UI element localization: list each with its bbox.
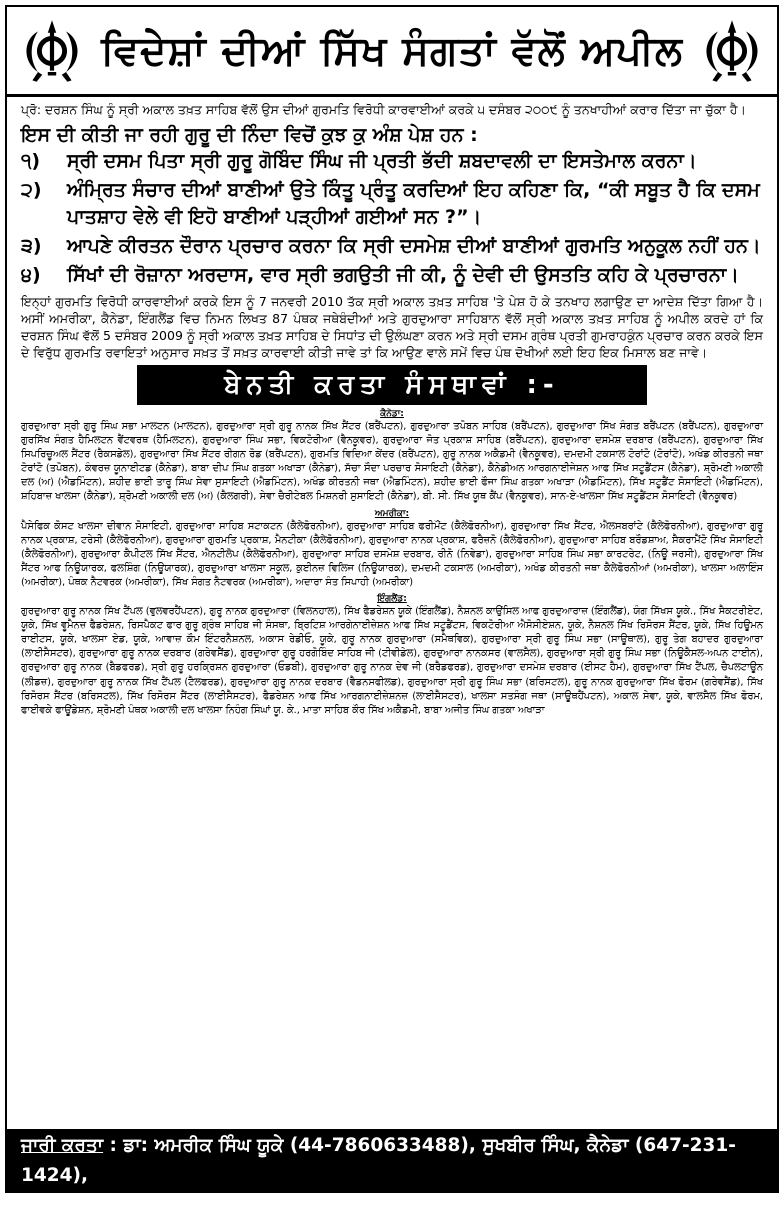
khanda-icon (17, 16, 87, 86)
issuer-line-1 (21, 1131, 767, 1191)
region-heading-canada: ਕੈਨੇਡਾ: (380, 409, 404, 419)
org-list-england: ਗੁਰਦੁਆਰਾ ਗੁਰੂ ਨਾਨਕ ਸਿੱਖ ਟੈਂਪਲ (ਵੁਲਵਰਹੈਂਪਟਨ), ਗੁਰੂ ਨਾਨਕ ਗੁਰਦੁਆਰਾ (ਵਿਲਨਹਾਲ), ਸਿੱਖ ਫੈਡਰੇਸ਼ਨ ਯੂਕੇ (ਇੰਗਲੈਂਡ), ਨੈਸ਼ਨਲ ਕਾਉਂਸਿਲ ਆਫ ਗੁਰਦੁਆਰਾਜ਼ (ਇੰਗਲੈਂਡ), ਯੰਗ ਸਿੱਖਸ ਯੂਕੇ., ਸਿੱਖ ਸੈਕਟਰੀਏਟ, ਯੂਕੇ, ਸਿੱਖ ਵੂਮੈਨਜ਼ ਫੈਡਰੇਸ਼ਨ, ਰਿਸਪੈਕਟ ਫਾਰ ਗੁਰੂ ਗ੍ਰੰਥ ਸਾਹਿਬ ਜੀ ਸੰਸਥਾ, ਬ੍ਰਿਟਿਸ਼ ਆਰਗੇਨਾਈਜ਼ੇਸ਼ਨ ਆਫ ਸਿੱਖ ਸਟੂਡੈਂਟਸ, ਵਿਕਟੋਰੀਆ ਐਸੋਸੀਏਸ਼ਨ, ਯੂਕੇ, ਨੈਸ਼ਨਲ ਸਿੱਖ ਰਿਸੋਰਸ ਸੈਂਟਰ, ਯੂਕੇ, ਸਿੱਖ ਹਿਊਮਨ ਰਾਈਟਸ, ਯੂਕੇ, ਖਾਲਸਾ ਏਡ, ਯੂਕੇ, ਆਵਾਜ਼ ਕੌਮ ਇੰਟਰਨੈਸ਼ਨਲ, ਅਕਾਸ ਰੇਡੀਓ, ਯੂਕੇ, ਗੁਰੂ ਨਾਨਕ ਗੁਰਦੁਆਰਾ (ਸਮੈਥਵਿਕ), ਗੁਰਦੁਆਰਾ ਸ੍ਰੀ ਗੁਰੂ ਸਿੰਘ ਸਭਾ (ਸਾਊਥਾਲ), ਗੁਰੂ ਤੇਗ ਬਹਾਦਰ ਗੁਰਦੁਆਰਾ (ਲਾਈਸੈਸਟਰ), ਗੁਰਦੁਆਰਾ ਗੁਰੂ ਨਾਨਕ ਦਰਬਾਰ (ਗਰੇਵਸੈਂਡ), ਗੁਰਦੁਆਰਾ ਗੁਰੂ ਹਰਗੋਬਿੰਦ ਸਾਹਿਬ ਜੀ (ਟੀਵੀਡੇਲ), ਗੁਰਦੁਆਰਾ ਨਾਨਕਸਰ (ਵਾਲਸੈਲ), ਗੁਰਦੁਆਰਾ ਸ੍ਰੀ ਗੁਰੂ ਸਿੰਘ ਸਭਾ (ਨਿਊਕੈਸਲ-ਅਪਨ ਟਾਈਨ), ਗੁਰਦੁਆਰਾ ਗੁਰੂ ਨਾਨਕ (ਬੈਡਫਰਡ), ਸ੍ਰੀ ਗੁਰੂ ਹਰਕ੍ਰਿਸ਼ਨ ਗੁਰਦੁਆਰਾ (ਓਡਬੀ), ਗੁਰਦੁਆਰਾ ਗੁਰੂ ਨਾਨਕ ਦੇਵ ਜੀ (ਬਰੈਡਫਰਡ), ਗੁਰਦੁਆਰਾ ਦਸਮੇਸ਼ ਦਰਬਾਰ (ਈਸਟ ਹੈਮ), ਗੁਰਦੁਆਰਾ ਸਿੱਖ ਟੈਂਪਲ, ਚੈਪਲਟਾਊਨ (ਲੀਡਜ਼), ਗੁਰਦੁਆਰਾ ਗੁਰੂ ਨਾਨਕ ਸਿੱਖ ਟੈਂਪਲ (ਟੈਲਫਰਡ), ਗੁਰਦੁਆਰਾ ਗੁਰੂ ਨਾਨਕ ਦਰਬਾਰ (ਵੈਡਨਸਫੀਲਡ), ਗੁਰਦੁਆਰਾ ਸ੍ਰੀ ਗੁਰੂ ਸਿੰਘ ਸਭਾ (ਬਰਿਸਟਲ), ਗੁਰੂ ਨਾਨਕ ਗੁਰਦੁਆਰਾ ਸਿੱਖ ਫੋਰਮ (ਗਰੇਵਸੈਂਡ), ਸਿੱਖ ਰਿਸੋਰਸ ਸੈਂਟਰ (ਬਰਿਸਟਲ), ਸਿੱਖ ਰਿਸੋਰਸ ਸੈਂਟਰ (ਲਾਈਸੈਸਟਰ), ਫੈਡਰੇਸ਼ਨ ਆਫ ਸਿੱਖ ਆਰਗਨਾਈਜ਼ੇਸ਼ਨਜ਼ (ਲਾਈਸੈਸਟਰ), ਖਾਲਸਾ ਸਤਸੰਗ ਜਥਾ (ਸਾਊਥਹੈਂਪਟਨ), ਅਕਾਲ ਸੇਵਾ, ਯੂਕੇ, ਵਾਲਸੈਲ ਸਿੱਖ ਫੋਰਮ, ਫਾਈਵਕੇ ਫਾਊਂਡੇਸ਼ਨ, ਸ਼੍ਰੋਮਣੀ ਪੰਥਕ ਅਕਾਲੀ ਦਲ ਖਾਲਸਾ ਨਿਹੰਗ ਸਿੰਘਾਂ ਯੂ. ਕੇ., ਮਾਤਾ ਸਾਹਿਬ ਕੌਰ ਸਿੱਖ ਅਕੈਡਮੀ, ਬਾਬਾ ਅਜੀਤ ਸਿੰਘ ਗਤਕਾ ਅਖਾੜਾ (21, 606, 763, 716)
appeal-paragraph: ਇਨ੍ਹਾਂ ਗੁਰਮਤਿ ਵਿਰੋਧੀ ਕਾਰਵਾਈਆਂ ਕਰਕੇ ਇਸ ਨੂੰ 7 ਜਨਵਰੀ 2010 ਤੱਕ ਸ੍ਰੀ ਅਕਾਲ ਤਖ਼ਤ ਸਾਹਿਬ 'ਤੇ ਪੇਸ਼ ਹੋ ਕੇ ਤਨਖਾਹ ਲਗਾਉਣ ਦਾ ਆਦੇਸ਼ ਦਿੱਤਾ ਗਿਆ ਹੈ। ਅਸੀਂ ਅਮਰੀਕਾ, ਕੈਨੇਡਾ, ਇੰਗਲੈਂਡ ਵਿਚ ਨਿਮਨ ਲਿਖਤ 87 ਪੰਥਕ ਜਥੇਬੰਦੀਆਂ ਅਤੇ ਗੁਰਦੁਆਰਾ ਸਾਹਿਬਾਨ ਵੱਲੋਂ ਸ੍ਰੀ ਅਕਾਲ ਤਖ਼ਤ ਸਾਹਿਬ ਨੂੰ ਅਪੀਲ ਕਰਦੇ ਹਾਂ ਕਿ ਦਰਸ਼ਨ ਸਿੰਘ ਵੱਲੋਂ 5 ਦਸੰਬਰ 2009 ਨੂੰ ਸ੍ਰੀ ਅਕਾਲ ਤਖ਼ਤ ਸਾਹਿਬ ਦੇ ਸਿਧਾਂਤ ਦੀ ਉਲੰਘਣਾ ਕਰਨ ਅਤੇ ਸ੍ਰੀ ਦਸਮ ਗ੍ਰੰਥ ਪ੍ਰਤੀ ਗੁਮਰਾਹਕੁੰਨ ਪ੍ਰਚਾਰ ਕਰਨ ਕਰਕੇ ਇਸ ਦੇ ਵਿਰੁੱਧ ਗੁਰਮਤਿ ਰਵਾਇਤਾਂ ਅਨੁਸਾਰ ਸਖ਼ਤ ਤੋਂ ਸਖ਼ਤ ਕਾਰਵਾਈ ਕੀਤੀ ਜਾਵੇ ਤਾਂ ਕਿ ਆਉਣ ਵਾਲੇ ਸਮੇਂ ਵਿਚ ਪੰਥ ਦੋਖੀਆਂ ਲਈ ਇਹ ਇਕ ਮਿਸਾਲ ਬਣ ਜਾਵੇ। (21, 294, 763, 360)
points-list (7, 148, 777, 289)
region-heading-england: ਇੰਗਲੈਂਡ: (377, 594, 407, 605)
list-item (21, 148, 763, 175)
point-number: ੪) (21, 264, 41, 286)
section-heading: ਇਸ ਦੀ ਕੀਤੀ ਜਾ ਰਹੀ ਗੁਰੂ ਦੀ ਨਿੰਦਾ ਵਿਚੋਂ ਕੁਝ ਕੁ ਅੰਸ਼ ਪੇਸ਼ ਹਨ : (21, 124, 478, 146)
intro-text: ਪ੍ਰੋ: ਦਰਸ਼ਨ ਸਿੰਘ ਨੂੰ ਸ੍ਰੀ ਅਕਾਲ ਤਖ਼ਤ ਸਾਹਿਬ ਵੱਲੋਂ ਉਸ ਦੀਆਂ ਗੁਰਮਤਿ ਵਿਰੋਧੀ ਕਾਰਵਾਈਆਂ ਕਰਕੇ ੫ ਦਸੰਬਰ ੨੦੦੯ ਨੂੰ ਤਨਖਾਹੀਆਂ ਕਰਾਰ ਦਿੱਤਾ ਜਾ ਚੁੱਕਾ ਹੈ। (21, 102, 746, 117)
point-text: ਅੰਮ੍ਰਿਤ ਸੰਚਾਰ ਦੀਆਂ ਬਾਣੀਆਂ ਉਤੇ ਕਿੰਤੂ ਪ੍ਰੰਤੂ ਕਰਦਿਆਂ ਇਹ ਕਹਿਣਾ ਕਿ, “ਕੀ ਸਬੂਤ ਹੈ ਕਿ ਦਸਮ ਪਾਤਸ਼ਾਹ ਵੇਲੇ ਵੀ ਇਹੋ ਬਾਣੀਆਂ ਪੜ੍ਹੀਆਂ ਗਈਆਂ ਸਨ ?”। (67, 179, 760, 228)
page-title: ਵਿਦੇਸ਼ਾਂ ਦੀਆਂ ਸਿੱਖ ਸੰਗਤਾਂ ਵੱਲੋਂ ਅਪੀਲ (101, 27, 683, 74)
point-text: ਸਿੱਖਾਂ ਦੀ ਰੋਜ਼ਾਨਾ ਅਰਦਾਸ, ਵਾਰ ਸ੍ਰੀ ਭਗਉਤੀ ਜੀ ਕੀ, ਨੂੰ ਦੇਵੀ ਦੀ ਉਸਤਤਿ ਕਹਿ ਕੇ ਪ੍ਰਚਾਰਨਾ। (67, 264, 739, 286)
point-text: ਆਪਣੇ ਕੀਰਤਨ ਦੌਰਾਨ ਪ੍ਰਚਾਰ ਕਰਨਾ ਕਿ ਸ੍ਰੀ ਦਸਮੇਸ਼ ਦੀਆਂ ਬਾਣੀਆਂ ਗੁਰਮਤਿ ਅਨੁਕੂਲ ਨਹੀਂ ਹਨ। (67, 235, 761, 257)
issuer-contacts-1: : ਡਾ: ਅਮਰੀਕ ਸਿੰਘ ਯੂਕੇ (44-7860633488), ਸੁਖਬੀਰ ਸਿੰਘ, ਕੈਨੇਡਾ (647-231-1424), (21, 1135, 736, 1186)
list-item (21, 262, 763, 289)
requesting-organisations-banner: ਬੇਨਤੀ ਕਰਤਾ ਸੰਸਥਾਵਾਂ :- (137, 365, 647, 405)
issuer-contacts-2: ਨਵਜੋਤ ਸਿੰਘ, ਅਮਰੀਕਾ (510-828-1915), ਤਰਨਜੀਤ ਸਿੰਘ, ਐਡਮਿੰਟਨ, ਕੈਨੇਡਾ, ਹਰਦੀਪ ਸਿੰਘ, ਕੈਨੇਡਾ (21, 1195, 765, 1216)
region-heading-america: ਅਮਰੀਕਾ: (374, 508, 410, 519)
point-number: ੧) (21, 150, 41, 172)
issuer-footer (7, 1129, 777, 1216)
point-number: ੩) (21, 235, 42, 257)
point-text: ਸ੍ਰੀ ਦਸਮ ਪਿਤਾ ਸ੍ਰੀ ਗੁਰੂ ਗੋਬਿੰਦ ਸਿੰਘ ਜੀ ਪ੍ਰਤੀ ਭੱਦੀ ਸ਼ਬਦਾਵਲੀ ਦਾ ਇਸਤੇਮਾਲ ਕਰਨਾ। (67, 150, 697, 172)
org-list-canada: ਗੁਰਦੁਆਰਾ ਸ੍ਰੀ ਗੁਰੂ ਸਿੰਘ ਸਭਾ ਮਾਲਟਨ (ਮਾਲਟਨ), ਗੁਰਦੁਆਰਾ ਸ੍ਰੀ ਗੁਰੂ ਨਾਨਕ ਸਿੱਖ ਸੈਂਟਰ (ਬਰੈਂਪਟਨ), ਗੁਰਦੁਆਰਾ ਤਪੋਬਨ ਸਾਹਿਬ (ਬਰੈਂਪਟਨ), ਗੁਰਦੁਆਰਾ ਸਿੱਖ ਸੰਗਤ ਬਰੈਂਪਟਨ (ਬਰੈਂਪਟਨ), ਗੁਰਦੁਆਰਾ ਗੁਰਸਿੱਖ ਸੰਗਤ ਹੈਮਿਲਟਨ ਵੈਂਟਵਰਥ (ਹੈਮਿਲਟਨ), ਗੁਰਦੁਆਰਾ ਸਿੰਘ ਸਭਾ, ਵਿਕਟੋਰੀਆ (ਵੈਨਕੂਵਰ), ਗੁਰਦੁਆਰਾ ਜੋਤ ਪ੍ਰਕਾਸ਼ ਸਾਹਿਬ (ਬਰੈਂਪਟਨ), ਗੁਰਦੁਆਰਾ ਦਸਮੇਸ਼ ਦਰਬਾਰ (ਬਰੈਂਪਟਨ), ਗੁਰਦੁਆਰਾ ਸਿੱਖ ਸਿਪਰਿਚੂਅਲ ਸੈਂਟਰ (ਰੈਕਸਡੇਲ), ਗੁਰਦੁਆਰਾ ਸਿੱਖ ਸੈਂਟਰ ਰੀਗਨ ਰੋਡ (ਬਰੈਂਪਟਨ), ਗੁਰਮਤਿ ਵਿਦਿਆ ਕੇਂਦਰ (ਬਰੈਂਪਟਨ), ਗੁਰੂ ਨਾਨਕ ਅਕੈਡਮੀ (ਵੈਨਕੂਵਰ), ਦਮਦਮੀ ਟਕਸਾਲ ਟੋਰਾਂਟੋ (ਟੋਰਾਂਟੋ), ਅਖੰਡ ਕੀਰਤਨੀ ਜਥਾ ਟੋਰਾਂਟੋ (ਤਪੋਬਨ), ਕੰਵਰਜ਼ ਯੂਨਾਈਟਡ (ਕੈਨੇਡਾ), ਬਾਬਾ ਦੀਪ ਸਿੰਘ ਗਤਕਾ ਅਖਾੜਾ (ਕੈਨੇਡਾ), ਸੱਚਾ ਸੌਦਾ ਪਰਚਾਰ ਸੋਸਾਇਟੀ (ਕੈਨੇਡਾ), ਕੈਨੇਡੀਅਨ ਆਰਗਨਾਈਜੇਸ਼ਨ ਆਫ ਸਿੱਖ ਸਟੂਡੈਂਟਸ (ਕੈਨੇਡਾ), ਸ਼੍ਰੋਮਣੀ ਅਕਾਲੀ ਦਲ (ਅ) (ਐਡਮਿੰਟਨ), ਸ਼ਹੀਦ ਭਾਈ ਤਾਰੂ ਸਿੰਘ ਸੇਵਾ ਸੁਸਾਇਟੀ (ਐਡਮਿੰਟਨ), ਅਖੰਡ ਕੀਰਤਨੀ ਜਥਾ (ਐਡਮਿੰਟਨ), ਸ਼ਹੀਦ ਭਾਈ ਫੌਜਾ ਸਿੰਘ ਗਤਕਾ ਅਖਾੜਾ (ਐਡਮਿੰਟਨ), ਸਿੱਖ ਸਟੂਡੈਂਟ ਸੋਸਾਇਟੀ (ਐਡਮਿੰਟਨ), ਸ਼ਹਿਬਾਜ਼ ਖਾਲਸਾ (ਕੈਨੇਡਾ), ਸ਼੍ਰੋਮਣੀ ਅਕਾਲੀ ਦਲ (ਅ) (ਕੈਲਗਰੀ), ਸੇਵਾ ਚੈਰੀਟੇਬਲ ਮਿਸ਼ਨਰੀ ਸੁਸਾਇਟੀ (ਕੈਨੇਡਾ), ਬੀ. ਸੀ. ਸਿੱਖ ਯੂਥ ਕੈਂਪ (ਵੈਨਕੂਵਰ), ਸਾਨ-ਏ-ਖਾਲਸਾ ਸਿੱਖ ਸਟੂਡੈਂਟਸ ਸੋਸਾਇਟੀ (ਵੈਨਕੂਵਰ) (21, 421, 763, 503)
khanda-icon (697, 16, 767, 86)
issuer-label: ਜਾਰੀ ਕਰਤਾ (21, 1135, 104, 1156)
poster-header (7, 7, 777, 97)
list-item (21, 177, 763, 231)
org-list-america: ਪੈਸੇਫਿਕ ਕੋਸਟ ਖਾਲਸਾ ਦੀਵਾਨ ਸੋਸਾਇਟੀ, ਗੁਰਦੁਆਰਾ ਸਾਹਿਬ ਸਟਾਕਟਨ (ਕੈਲੇਫੋਰਨੀਆ), ਗੁਰਦੁਆਰਾ ਸਾਹਿਬ ਫਰੀਮੌਂਟ (ਕੈਲੇਫੋਰਨੀਆ), ਗੁਰਦੁਆਰਾ ਸਿੱਖ ਸੈਂਟਰ, ਐਲਸਬਰਾਂਟੇ (ਕੈਲੇਫੋਰਨੀਆ), ਗੁਰਦੁਆਰਾ ਗੁਰੂ ਨਾਨਕ ਪ੍ਰਕਾਸ਼, ਟਰੇਸੀ (ਕੈਲੇਫੋਰਨੀਆ), ਗੁਰਦੁਆਰਾ ਗੁਰਮਤਿ ਪ੍ਰਕਾਸ਼, ਮੈਨਟੀਕਾ (ਕੈਲੇਫੋਰਨੀਆ), ਗੁਰਦੁਆਰਾ ਨਾਨਕ ਪ੍ਰਕਾਸ਼, ਫਰੈਜ਼ਨੋ (ਕੈਲੇਫੋਰਨੀਆ), ਗੁਰਦੁਆਰਾ ਸਾਹਿਬ ਬਰੌਡਸ਼ਾਅ, ਸੈਕਰਾਮੈਂਟੋ ਸਿੱਖ ਸੋਸਾਇਟੀ (ਕੈਲੇਫੋਰਨੀਆ), ਗੁਰਦੁਆਰਾ ਕੈਪੀਟਲ ਸਿੱਖ ਸੈਂਟਰ, ਐਨਟੀਲੋਪ (ਕੈਲੇਫੋਰਨੀਆ), ਗੁਰਦੁਆਰਾ ਸਾਹਿਬ ਦਸਮੇਸ਼ ਦਰਬਾਰ, ਰੀਨੋ (ਨਿਵੇਡਾ), ਗੁਰਦੁਆਰਾ ਸਾਹਿਬ ਸਿੰਘ ਸਭਾ ਕਾਰਟਰੇਟ, (ਨਿਊ ਜਰਸੀ), ਗੁਰਦੁਆਰਾ ਸਿੱਖ ਸੈਂਟਰ ਆਫ ਨਿਊਯਾਰਕ, ਫਲਸ਼ਿੰਗ (ਨਿਊਯਾਰਕ), ਗੁਰਦੁਆਰਾ ਖਾਲਸਾ ਸਕੂਲ, ਕੁਈਨਜ਼ ਵਿਲਿਜ (ਨਿਊਯਾਰਕ), ਦਮਦਮੀ ਟਕਸਾਲ (ਅਮਰੀਕਾ), ਅਖੰਡ ਕੀਰਤਨੀ ਜਥਾ ਕੈਲੇਫੋਰਨੀਆਂ (ਅਮਰੀਕਾ), ਖਾਲਸਾ ਅਲਾਇੰਸ (ਅਮਰੀਕਾ), ਪੰਥਕ ਨੈਟਵਰਕ (ਅਮਰੀਕਾ), ਸਿੱਖ ਸੰਗਤ ਨੈਟਵਰਕ (ਅਮਰੀਕਾ), ਅਦਾਰਾ ਸੰਤ ਸਿਪਾਹੀ (ਅਮਰੀਕਾ) (21, 520, 763, 588)
appeal-poster (5, 5, 779, 1216)
list-item (21, 233, 763, 260)
point-number: ੨) (21, 179, 42, 201)
